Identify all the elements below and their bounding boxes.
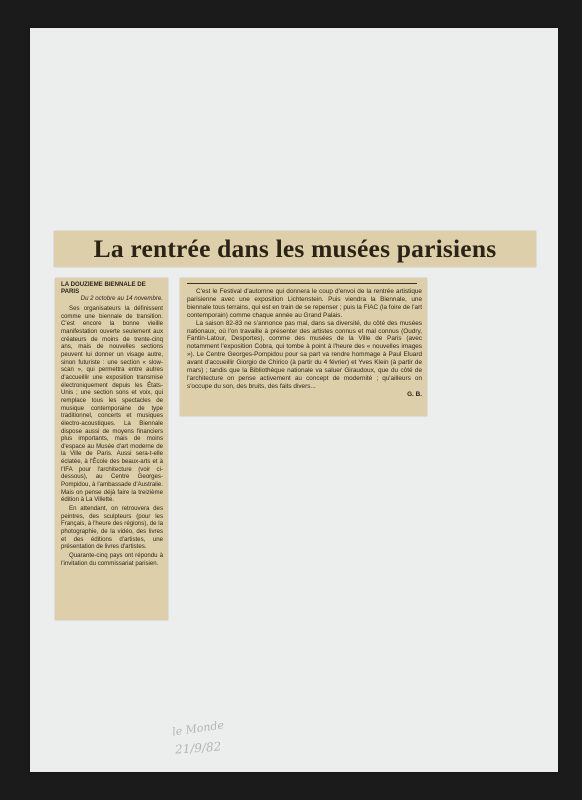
left-paragraph: Ses organisateurs la définissent comme une biennale de transition. C'est encore la bonne vieille manifestation ouverte seulement aux créateurs de moins de trente-cinq ans, mais de nouvelles sections peuvent lui donner un visage autre, sinon futuriste : une section « slow-scan », qui permettra entre autres d'accueillir une exposition transmise électroniquement depuis les États-Unis ; une section sons et voix, qui remplace tous les spectacles de musique contemporaine de type traditionnel, concerts et musiques électro-acoustiques. La Biennale dispose aussi de moyens financiers plus importants, mais de moins d'espace au Musée d'art moderne de la Ville de Paris. Aussi sera-t-elle éclatée, à l'École des beaux-arts et à l'IFA pour l'architecture (voir ci-dessous), au Centre Georges-Pompidou, à l'ambassade d'Australie. Mais on pense déjà faire la treizième édition à La Villette. [61,305,163,504]
section-dates: Du 2 octobre au 14 novembre. [80,295,163,302]
headline: La rentrée dans les musées parisiens [93,234,497,263]
handwritten-date: 21/9/82 [174,739,222,757]
mounting-sheet [30,28,558,772]
handwritten-source: le Monde [171,718,225,739]
left-paragraph: Quarante-cinq pays ont répondu à l'invitation du commissariat parisien. [61,552,163,567]
top-rule [187,283,417,284]
left-column-clipping [55,278,168,620]
intro-paragraph: La saison 82-83 ne s'annonce pas mal, dans sa diversité, du côté des musées nationaux, où l'on travaille à présenter des artistes connus et mal connus (Oudry, Fantin-Latour, Desportes), comme des musées de la Ville de Paris (avec notamment l'exposition Cobra, qui tombe à point à l'heure des « nouvelles images »). Le Centre Georges-Pompidou pour sa part va rendre hommage à Paul Eluard avant d'accueillir Giorgio de Chirico (à partir du 4 février) et Yves Klein (à partir de mars) ; tandis que la Bibliothèque nationale va saluer Giraudoux, que du côté de l'architecture on pense activement au concept de modernité ; qu'ailleurs on s'occupe du son, des bruits, des faits divers... [187,319,422,390]
left-paragraph: En attendant, on retrouvera des peintres, des sculpteurs (pour les Français, à l'heure des régions), de la photographie, de la vidéo, des livres et des éditions d'artistes, une présentation de livres d'artistes. [61,505,163,551]
intro-paragraph: C'est le Festival d'automne qui donnera le coup d'envoi de la rentrée artistique parisienne avec une exposition Lichtenstein. Puis viendra la Biennale, une biennale tous terrains, qui est en train de se repenser ; puis la FIAC (la foire de l'art contemporain) comme chaque année au Grand Palais. [187,288,422,319]
headline-clipping [54,231,536,267]
section-kicker: LA DOUZIEME BIENNALE DE PARIS [61,281,146,295]
intro-clipping [180,278,427,416]
author-signature: G. B. [407,390,422,398]
